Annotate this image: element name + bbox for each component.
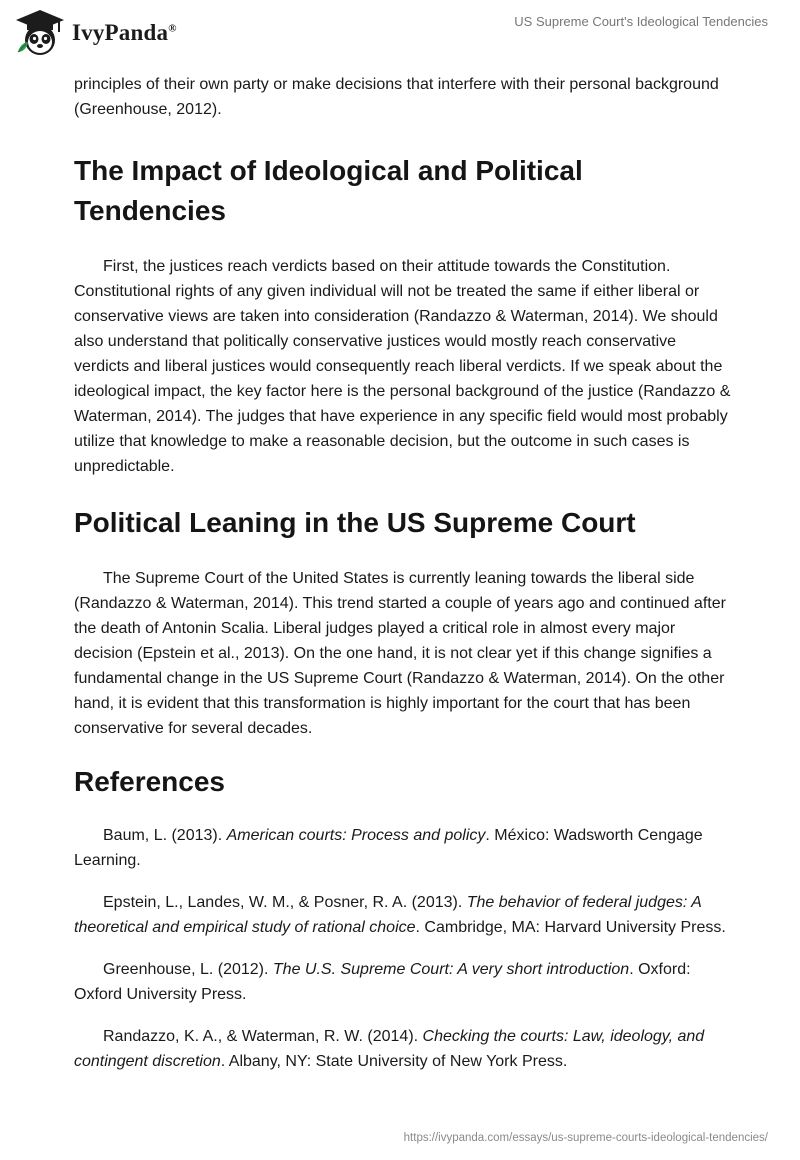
reference-authors: Baum, L. (2013). [103,827,227,844]
section-paragraph-impact: First, the justices reach verdicts based on their attitude towards the Constitution. Constitutional rights of any given individual will not be treated the same if either liberal or conservative views are taken into consideration (Randazzo & Waterman, 2014). We should also understand that politically conservative justices would mostly reach conservative verdicts and liberal justices would consequently reach liberal verdicts. If we speak about the ideological impact, the key factor here is the personal background of the justice (Randazzo & Waterman, 2014). The judges that have experience in any specific field would most probably utilize that knowledge to make a reasonable decision, but the outcome in such cases is unpredictable. [74,258,731,475]
references-heading: References [74,766,225,797]
reference-item [74,823,734,873]
brand-name [72,20,177,46]
references-list [74,823,734,1074]
reference-title: American courts: Process and policy [226,827,486,844]
reference-title: The U.S. Supreme Court: A very short introduction [272,961,630,978]
brand-logo[interactable] [14,8,177,58]
registered-mark: ® [168,22,177,35]
panda-graduate-icon [14,8,66,58]
reference-authors: Greenhouse, L. (2012). [103,961,273,978]
brand-name-text: IvyPanda [72,20,169,45]
reference-authors: Epstein, L., Landes, W. M., & Posner, R. A. (2013). [103,894,467,911]
reference-publisher: . Oxford: Oxford University Press. [74,961,691,1003]
reference-title: The behavior of federal judges: A theoretical and empirical study of rational choice [74,894,702,936]
reference-item [74,890,734,940]
document-title: US Supreme Court's Ideological Tendencies [514,14,768,29]
reference-title: Checking the courts: Law, ideology, and contingent discretion [74,1028,705,1070]
page-header [0,0,800,68]
section-heading-leaning: Political Leaning in the US Supreme Court [74,507,636,538]
source-url[interactable]: https://ivypanda.com/essays/us-supreme-courts-ideological-tendencies/ [403,1132,768,1144]
section-paragraph-leaning: The Supreme Court of the United States is currently leaning towards the liberal side (Randazzo & Waterman, 2014). This trend started a couple of years ago and continued after the death of Antonin Scalia. Liberal judges played a critical role in almost every major decision (Epstein et al., 2013). On the one hand, it is not clear yet if this change signifies a fundamental change in the US Supreme Court (Randazzo & Waterman, 2014). On the other hand, it is evident that this transformation is highly important for the court that has been conservative for several decades. [74,570,726,737]
intro-paragraph: principles of their own party or make decisions that interfere with their personal background (Greenhouse, 2012). [74,76,719,118]
reference-item [74,1024,734,1074]
reference-publisher: . Albany, NY: State University of New York Press. [220,1053,568,1070]
reference-publisher: . México: Wadsworth Cengage Learning. [74,827,703,869]
reference-authors: Randazzo, K. A., & Waterman, R. W. (2014). [103,1028,423,1045]
reference-item [74,957,734,1007]
section-heading-impact: The Impact of Ideological and Political Tendencies [74,155,583,226]
reference-publisher: . Cambridge, MA: Harvard University Press. [415,919,726,936]
essay-content [74,72,734,1074]
